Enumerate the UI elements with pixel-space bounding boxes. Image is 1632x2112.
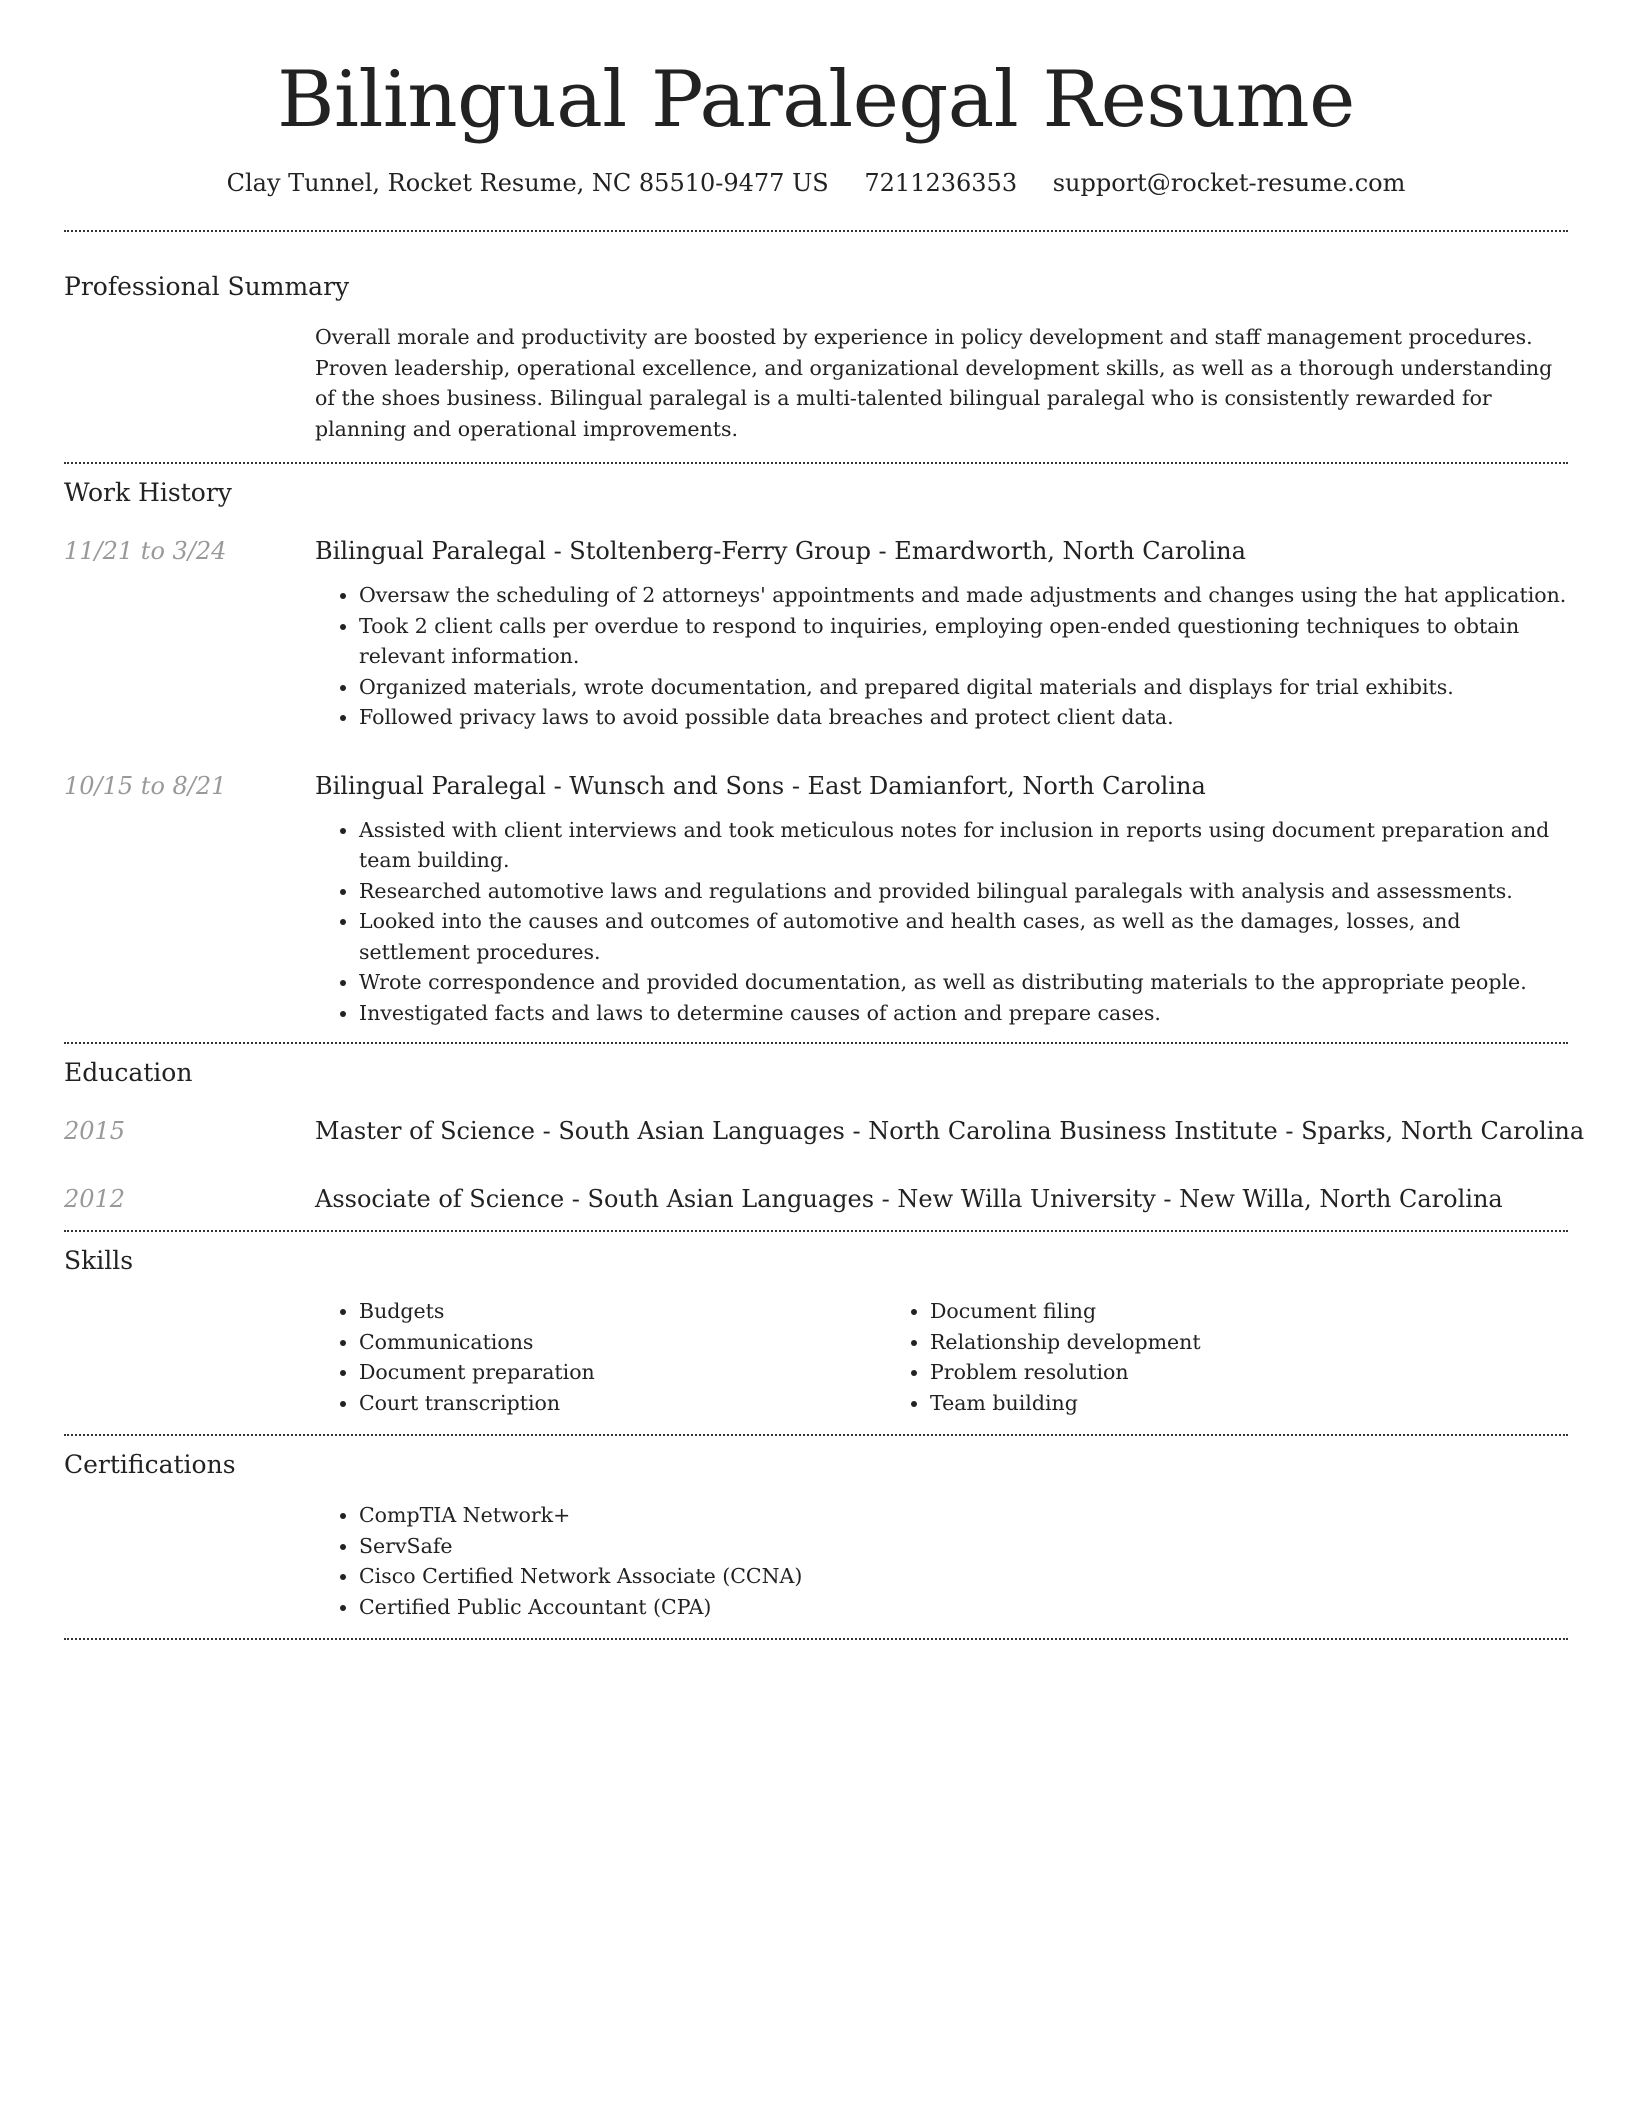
work-history-heading: Work History (64, 478, 232, 507)
list-item: • Communications (359, 1327, 886, 1358)
list-item: • Looked into the causes and outcomes of automotive and health cases, as well as the damages, losses, and settlement procedures. (359, 906, 1568, 967)
summary-section (64, 232, 1568, 462)
list-item: • Followed privacy laws to avoid possible data breaches and protect client data. (359, 702, 1568, 733)
list-item: • CompTIA Network+ (359, 1500, 1568, 1531)
education-entry (64, 1114, 1585, 1148)
summary-text: Overall morale and productivity are boosted by experience in policy development and staff management procedures. Proven leadership, operational excellence, and organizational development skills, as well as a thorough understanding of the shoes business. Bilingual paralegal is a multi-talented bilingual paralegal who is consistently rewarded for planning and operational improvements. (315, 325, 1553, 441)
list-item: • Took 2 client calls per overdue to respond to inquiries, employing open-ended questioning techniques to obtain relevant information. (359, 611, 1568, 672)
resume-page (64, 0, 1585, 1640)
contact-line (64, 166, 1568, 200)
list-item: • Cisco Certified Network Associate (CCNA) (359, 1561, 1568, 1592)
skills-column-left (315, 1296, 886, 1418)
education-year: 2012 (64, 1185, 126, 1213)
list-item: • Researched automotive laws and regulations and provided bilingual paralegals with analysis and assessments. (359, 876, 1568, 907)
list-item: • Relationship development (930, 1327, 1457, 1358)
list-item: • Document preparation (359, 1357, 886, 1388)
education-entry (64, 1182, 1568, 1216)
list-item: • Budgets (359, 1296, 886, 1327)
list-item: • Problem resolution (930, 1357, 1457, 1388)
skills-section (64, 1232, 1568, 1434)
job-entry (64, 534, 1568, 733)
certifications-list (315, 1500, 1568, 1622)
certifications-section (64, 1436, 1568, 1638)
education-degree: Master of Science - South Asian Languages - North Carolina Business Institute - Sparks, North Carolina (315, 1117, 1585, 1145)
job-entry (64, 769, 1568, 1029)
list-item: • Court transcription (359, 1388, 886, 1419)
job-bullets (315, 580, 1568, 733)
work-history-section (64, 464, 1568, 1042)
list-item: • Organized materials, wrote documentation, and prepared digital materials and displays for trial exhibits. (359, 672, 1568, 703)
list-item: • Wrote correspondence and provided documentation, as well as distributing materials to the appropriate people. (359, 967, 1568, 998)
list-item: • ServSafe (359, 1531, 1568, 1562)
list-item: • Investigated facts and laws to determine causes of action and prepare cases. (359, 998, 1568, 1029)
job-title: Bilingual Paralegal - Stoltenberg-Ferry Group - Emardworth, North Carolina (315, 537, 1246, 565)
list-item: • Certified Public Accountant (CPA) (359, 1592, 1568, 1623)
education-heading: Education (64, 1058, 193, 1087)
skills-column-right (886, 1296, 1457, 1418)
education-degree: Associate of Science - South Asian Languages - New Willa University - New Willa, North Carolina (315, 1185, 1503, 1213)
job-dates: 11/21 to 3/24 (64, 537, 227, 565)
contact-phone: 7211236353 (864, 169, 1018, 197)
list-item: • Document filing (930, 1296, 1457, 1327)
list-item: • Team building (930, 1388, 1457, 1419)
summary-heading: Professional Summary (64, 272, 350, 301)
education-year: 2015 (64, 1117, 126, 1145)
contact-email: support@rocket-resume.com (1052, 169, 1406, 197)
skills-list (315, 1296, 1568, 1418)
section-divider (64, 1638, 1568, 1640)
job-dates: 10/15 to 8/21 (64, 771, 227, 800)
job-title: Bilingual Paralegal - Wunsch and Sons - East Damianfort, North Carolina (315, 771, 1206, 800)
resume-title: Bilingual Paralegal Resume (277, 55, 1355, 145)
certifications-heading: Certifications (64, 1450, 236, 1479)
list-item: • Oversaw the scheduling of 2 attorneys' appointments and made adjustments and changes using the hat application. (359, 580, 1568, 611)
list-item: • Assisted with client interviews and took meticulous notes for inclusion in reports using document preparation and team building. (359, 815, 1568, 876)
education-section (64, 1044, 1585, 1230)
skills-heading: Skills (64, 1246, 134, 1275)
contact-address: Clay Tunnel, Rocket Resume, NC 85510-9477 US (226, 169, 829, 197)
job-bullets (315, 815, 1568, 1029)
